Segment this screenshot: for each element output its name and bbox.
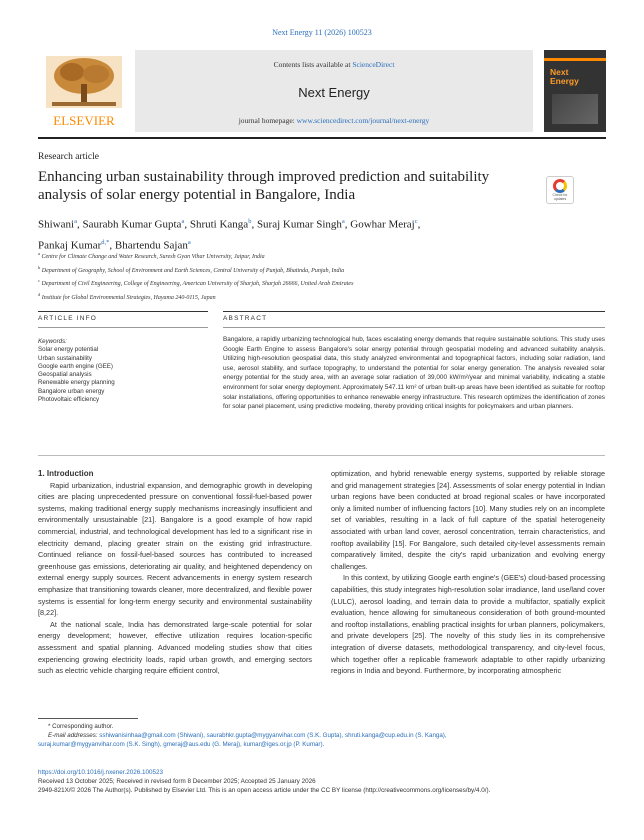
sciencedirect-link[interactable]: ScienceDirect [352, 60, 395, 69]
keyword-item: Urban sustainability [38, 354, 92, 362]
footnotes [38, 722, 606, 750]
affiliation-list [38, 249, 598, 303]
masthead-rule [38, 137, 606, 139]
author-name[interactable]: Pankaj Kumar [38, 239, 102, 252]
contents-line [135, 60, 533, 69]
journal-homepage-link[interactable]: www.sciencedirect.com/journal/next-energy [296, 116, 430, 125]
email-line-1: E-mail addresses: sshiwanisinhaa@gmail.com (Shiwani), saurabhkr.gupta@mygyanvihar.com (S.K. Gupta), shruti.kanga@cup.edu.in (S. Kanga), [48, 732, 447, 740]
author-affiliation-mark[interactable]: a [187, 238, 191, 246]
author-affiliation-mark[interactable]: b [248, 218, 252, 225]
keyword-item: Solar energy potential [38, 346, 99, 354]
cover-artwork [552, 94, 598, 124]
body-paragraph: In this context, by utilizing Google earth engine's (GEE's) cloud-based processing capabilities, this study integrates high-resolution solar irradiance, land use/land cover (LULC), aerosol loading, and terrain data to provide a multifactor, spatially explicit evaluation, hence allowing for simultaneous consideration of both ground-mounted and rooftop installations, enabling practical insights for urban planners, policymakers, and private developers [25]. The novelty of this study lies in its comprehensive integration of diverse datasets, methodological transparency, and city-level focus, which together offer a replicable framework adaptable to other rapidly urbanizing regions in India and beyond. Furthermore, by incorporating atmospheric [331, 573, 605, 676]
author-affiliation-mark[interactable]: a [181, 218, 185, 225]
author-name[interactable]: Shiwani [38, 218, 75, 231]
cover-title-line-1: Next [550, 67, 569, 77]
cover-title-line-2: Energy [550, 76, 579, 86]
elsevier-logo-text: ELSEVIER [53, 113, 115, 128]
received-dates: Received 13 October 2025; Received in revised form 8 December 2025; Accepted 25 January 2026 [38, 778, 316, 786]
journal-name[interactable]: Next Energy [298, 85, 370, 100]
elsevier-tree-icon [38, 50, 130, 132]
abstract-rule [223, 311, 605, 312]
footnote-rule [38, 718, 138, 719]
abstract-heading: ABSTRACT [223, 315, 268, 322]
author-name[interactable]: Shruti Kanga [189, 218, 249, 231]
check-for-updates-button[interactable] [546, 176, 574, 204]
keyword-item: Google earth engine (GEE) [38, 362, 113, 370]
cover-title [550, 68, 579, 86]
article-bottom-info [38, 768, 606, 796]
doi-link[interactable]: https://doi.org/10.1016/j.nxener.2026.100523 [38, 769, 163, 776]
contents-prefix: Contents lists available at [273, 60, 353, 69]
author-name[interactable]: Bhartendu Sajan [114, 239, 188, 252]
corresponding-author-note: * Corresponding author. [48, 723, 114, 730]
check-updates-label: Check for updates [552, 193, 568, 201]
author-affiliation-mark[interactable]: c [414, 218, 418, 225]
journal-header-box [135, 50, 533, 132]
email-addresses-link[interactable]: sshiwanisinhaa@gmail.com (Shiwani), saurabhkr.gupta@mygyanvihar.com (S.K. Gupta), shruti.kanga@cup.edu.in (S. Kanga), [99, 732, 447, 740]
article-title: Enhancing urban sustainability through improved prediction and suitability analysis of solar energy potential in Bangalore, India [38, 169, 490, 203]
body-column-right [331, 468, 605, 677]
article-info-rule [38, 311, 208, 312]
affiliation-item: $^b$ Department of Geography, School of Environment and Earth Sciences, Central University of Punjab, Bhatinda, Punjab, India [38, 264, 345, 274]
author-name[interactable]: Suraj Kumar Singh [256, 218, 342, 231]
homepage-prefix: journal homepage: [238, 116, 297, 125]
body-separator [38, 455, 605, 456]
author-name[interactable]: Gowhar Meraj [350, 218, 415, 231]
keyword-item: Photovoltaic efficiency [38, 396, 100, 404]
affiliation-item: $^d$ Institute for Global Environmental Strategies, Hayama 240-0115, Japan [38, 291, 216, 301]
author-affiliation-mark[interactable]: d,* [101, 238, 110, 246]
author-affiliation-mark[interactable]: a [74, 218, 77, 225]
article-info-heading: ARTICLE INFO [38, 315, 98, 322]
email-line-2 [38, 740, 606, 749]
body-paragraph: optimization, and hybrid renewable energy systems, supported by reliable storage and grid management strategies [24]. Assessments of solar energy potential in Indian urban regions have been conducted at broad regional scales or have incorporated only a limited number of influencing factors [10]. Many studies rely on an incomplete set of variables, resulting in a lack of full capture of the spatial heterogeneity associated with urban land cover, aerosol concentration, terrain characteristics, and rooftop availability [15]. For Bangalore, such detailed city-level assessments remain comparatively limited, despite the city's rapid urbanization and evolving energy challenges. [331, 469, 605, 571]
journal-cover-thumbnail[interactable] [544, 50, 606, 132]
keyword-item: Bangalore urban energy [38, 387, 105, 395]
author-affiliation-mark[interactable]: a [341, 218, 345, 225]
running-head[interactable]: Next Energy 11 (2026) 100523 [272, 28, 372, 37]
body-column-left [38, 468, 312, 677]
keywords-block [38, 338, 208, 404]
abstract-subrule [223, 327, 605, 328]
article-type: Research article [38, 152, 99, 162]
email-addresses-link-2[interactable]: suraj.kumar@mygyanvihar.com (S.K. Singh), gmeraj@aus.edu (G. Meraj), kumar@iges.or.jp (P. Kumar). [38, 741, 325, 749]
keywords-label: Keywords: [38, 338, 67, 345]
check-updates-icon [553, 179, 567, 193]
author-name[interactable]: Saurabh Kumar Gupta [82, 218, 182, 231]
affiliation-item: $^c$ Department of Civil Engineering, College of Engineering, American University of Sharjah, Sharjah 26666, United Arab Emirates [38, 278, 354, 287]
keyword-item: Renewable energy planning [38, 379, 115, 387]
body-paragraph: At the national scale, India has demonstrated large-scale potential for solar energy development; however, effective utilization requires location-specific assessment and spatial planning. Advanced modeling studies show that cities experiencing growing electricity loads, rapid urban growth, and emerging sectors such as electric vehicle charging require efficient control, [38, 619, 312, 676]
journal-masthead [38, 50, 606, 138]
elsevier-logo[interactable] [38, 50, 130, 132]
cover-band [544, 58, 606, 61]
license-statement[interactable]: 2949-821X/© 2026 The Author(s). Published by Elsevier Ltd. This is an open access article under the CC BY license (http://creativecommons.org/licenses/by/4.0/). [38, 787, 491, 795]
affiliation-item: $^a$ Centre for Climate Change and Water Research, Suresh Gyan Vihar University, Jaipur, India [38, 251, 265, 260]
abstract-text: Bangalore, a rapidly urbanizing technological hub, faces escalating energy demands that require sustainable solutions. This study uses Google Earth Engine to assess Bangalore's solar energy potential through geospatial modeling and advanced suitability analysis. Utilizing high-resolution geospatial data, this study analyzed environmental and topographical factors, including solar radiation, land use, aerosol stability, and surface topography, to understand the potential for solar energy generation. The analysis revealed solar energy potential for the study area, with an average solar radiation of 39,000 kW/m²/year and minimal variability, indicating a stable environment for solar energy deployment. Approximately 547.11 km² of urban built-up areas have been identified as suitable for rooftop solar installations, offering opportunities to enhance renewable energy infrastructure. This research optimizes the identification of zones for solar panel placement, using predictive modeling, thereby providing critical insights for policymakers and urban planners. [223, 336, 605, 411]
keyword-item: Geospatial analysis [38, 371, 92, 379]
author-list: Shiwani$^a$, Saurabh Kumar Gupta$^a$, Shruti Kanga$^b$, Suraj Kumar Singh$^a$, Gowhar Meraj$^c$, Pankaj Kumar$^{d,*}$, Bhartendu Sajan$^a$ [38, 218, 421, 252]
article-info-subrule [38, 327, 208, 328]
body-paragraph: Rapid urbanization, industrial expansion, and demographic growth in developing cities are placing unprecedented pressure on conventional fossil-fuel-based power systems, making traditional energy supply mechanisms increasingly insufficient and environmentally unsustainable [21]. Bangalore is a good example of how rapid commercial, industrial, and technological development has led to a significant rise in electricity demand, placing greater strain on the existing grid infrastructure. Continued reliance on fossil-fuel-based sources has contributed to increased greenhouse gas emissions, deteriorating air quality, and heightened dependency on external energy supply sources. Recent advancements in energy system research emphasize that transitioning towards cleaner, more decentralized, and flexible power systems is essential for long-term energy security and environmental sustainability [8,22]. [38, 480, 312, 618]
homepage-line [135, 116, 533, 125]
section-heading-introduction: 1. Introduction [38, 469, 94, 478]
